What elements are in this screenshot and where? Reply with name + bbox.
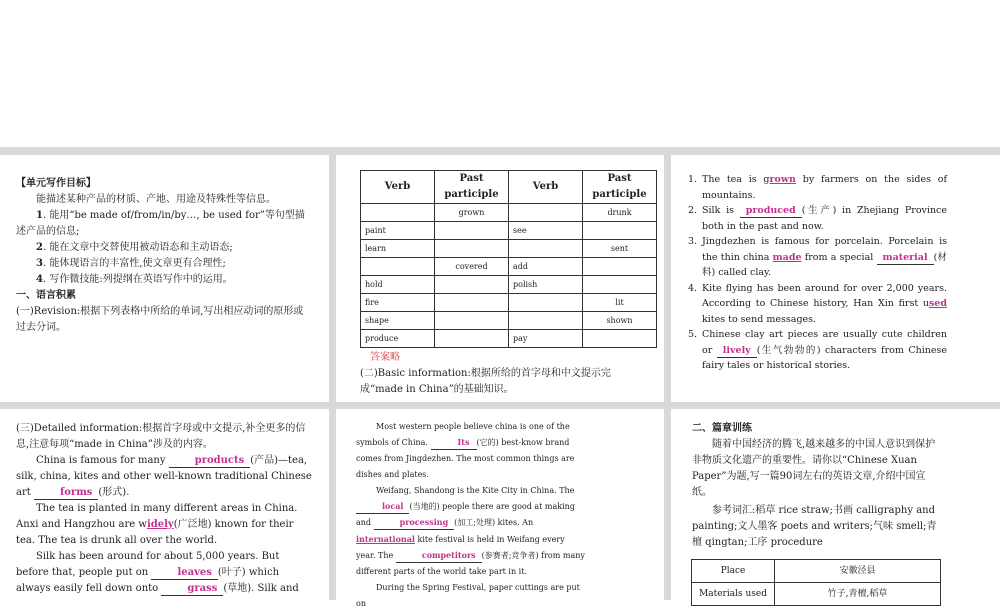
text: (参赛者;竞争者) from many different parts of the world take part in it. xyxy=(356,551,585,576)
text: Silk has been around for about 5,000 years. But before that, people put on xyxy=(16,551,280,578)
item-number: 2. xyxy=(688,205,698,216)
table-header: Verb xyxy=(509,171,583,204)
table-row xyxy=(361,240,657,258)
goal-item xyxy=(16,208,313,240)
answer-blank: grass xyxy=(161,582,223,596)
section-title: 【单元写作目标】 xyxy=(16,178,96,189)
text: (产品)—tea, silk, china, kites and other well-known traditional Chinese art xyxy=(16,455,312,498)
text: Silk is xyxy=(702,205,740,216)
goal-text: . 能在文章中交替使用被动语态和主动语态; xyxy=(42,242,233,253)
answer-blank: forms xyxy=(34,486,98,500)
text: (广泛地) known for their tea. The tea is drunk all over the world. xyxy=(16,519,294,546)
text: kites to send messages. xyxy=(702,313,817,325)
table-value: 竹子,青檀,稻草 xyxy=(775,583,941,606)
goal-number: 2 xyxy=(36,242,43,253)
text: (草地). Silk and xyxy=(223,583,299,594)
intro-text: 能描述某种产品的材质、产地、用途及特殊性等信息。 xyxy=(36,194,276,205)
text: (加工;处理) kites. An xyxy=(454,518,534,527)
text: Chinese clay art pieces are usually cute children or xyxy=(702,329,947,356)
goal-text: . 写作微技能:列提纲在英语写作中的运用。 xyxy=(42,274,233,285)
table-value: 安徽泾县 xyxy=(775,560,941,583)
item-number: 5. xyxy=(688,329,698,340)
table-cell: produce xyxy=(361,330,435,348)
table-cell xyxy=(435,294,509,312)
text: China is famous for many xyxy=(36,455,169,466)
text: Most western people believe china is one of the symbols of China. xyxy=(356,422,570,447)
table-cell: covered xyxy=(435,258,509,276)
table-row xyxy=(361,330,657,348)
table-cell xyxy=(509,312,583,330)
table-header: Verb xyxy=(361,171,435,204)
text: (它的) best-know brand comes from Jingdezhen. The most common things are dishes and plates. xyxy=(356,438,575,479)
answer-text: rown xyxy=(769,174,796,185)
table-cell: shown xyxy=(583,312,657,330)
reference-vocabulary: 参考词汇:稻草 rice straw;书画 calligraphy and painting;文人墨客 poets and writers;气味 smell;青檀 qingtan;工序 procedure xyxy=(692,505,937,548)
goal-text: . 能用“be made of/from/in/by…, be used for”等句型描述产品的信息; xyxy=(16,210,305,237)
table-cell xyxy=(361,258,435,276)
writing-goals-panel xyxy=(0,155,329,402)
text: by farmers on the sides of mountains. xyxy=(702,174,947,201)
text: (生产) in Zhejiang Province both in the past and now. xyxy=(702,205,947,232)
list-item xyxy=(688,203,947,234)
table-cell: grown xyxy=(435,204,509,222)
item-content xyxy=(702,327,947,374)
answer-text: lively xyxy=(717,344,757,358)
goal-number: 4 xyxy=(36,274,43,285)
table-cell: paint xyxy=(361,222,435,240)
essay-prompt: 随着中国经济的腾飞,越来越多的中国人意识到保护非物质文化遗产的重要性。请你以“Chinese Xuan Paper”为题,写一篇90词左右的英语文章,介绍中国宣纸。 xyxy=(692,439,936,498)
answer-blank: leaves xyxy=(151,566,217,580)
table-cell xyxy=(509,204,583,222)
table-row xyxy=(692,583,941,606)
detailed-info-panel xyxy=(0,409,329,600)
answer-blank: local xyxy=(356,500,409,514)
list-item xyxy=(688,281,947,328)
text: (当地的) people there are good at making and xyxy=(356,502,575,527)
table-row xyxy=(361,222,657,240)
text: Kite flying has been around for over 2,000 years. According to Chinese history, Han Xin first u xyxy=(702,282,947,309)
table-cell xyxy=(583,258,657,276)
answer-blank: products xyxy=(169,454,251,468)
goal-item xyxy=(16,240,313,256)
revision-instruction: (一)Revision:根据下列表格中所给的单词,写出相应动词的原形或过去分词。 xyxy=(16,306,304,333)
answer-blank: competitors xyxy=(396,549,482,563)
table-header: Past participle xyxy=(435,171,509,204)
list-item xyxy=(688,234,947,281)
table-row xyxy=(361,258,657,276)
table-cell: shape xyxy=(361,312,435,330)
table-cell xyxy=(509,294,583,312)
text: The tea is planted in many different areas in China. Anxi and Hangzhou are w xyxy=(16,503,298,530)
detailed-info-heading: (三)Detailed information:根据首字母或中文提示,补全更多的信息,注意每项“made in China”涉及的内容。 xyxy=(16,423,306,450)
table-row xyxy=(361,276,657,294)
table-row xyxy=(361,312,657,330)
answer-text: made xyxy=(772,251,802,263)
verb-table-panel xyxy=(336,155,664,402)
table-cell: polish xyxy=(509,276,583,294)
table-cell: learn xyxy=(361,240,435,258)
table-row xyxy=(361,294,657,312)
text: (材料) called clay. xyxy=(702,251,947,278)
table-cell xyxy=(361,204,435,222)
table-label: Materials used xyxy=(692,583,775,606)
item-content xyxy=(702,281,947,328)
text: Weifang, Shandong is the Kite City in China. The xyxy=(376,486,575,495)
item-number: 3. xyxy=(688,236,698,247)
table-cell xyxy=(583,276,657,294)
text: (生气勃勃的) characters from Chinese fairy tales or historical stories. xyxy=(702,344,948,371)
verb-table xyxy=(360,170,657,348)
answer-text: produced xyxy=(740,204,802,218)
answer-text: idely xyxy=(146,519,174,530)
goal-item xyxy=(16,256,313,272)
part-title: 一、语言积累 xyxy=(16,290,76,301)
list-item xyxy=(688,327,947,374)
table-cell: sent xyxy=(583,240,657,258)
table-cell: add xyxy=(509,258,583,276)
goal-number: 3 xyxy=(36,258,43,269)
answer-text: material xyxy=(877,251,934,265)
info-table xyxy=(691,559,941,606)
table-cell: hold xyxy=(361,276,435,294)
table-header: Past participle xyxy=(583,171,657,204)
item-content xyxy=(702,172,947,203)
answer-text: sed xyxy=(928,298,947,309)
table-cell xyxy=(435,240,509,258)
item-number: 4. xyxy=(688,282,698,294)
text: (形式). xyxy=(98,487,130,498)
answer-blank: Its xyxy=(431,436,477,450)
detailed-info-continued-panel xyxy=(336,409,664,608)
item-number: 1. xyxy=(688,174,698,185)
text: from a special xyxy=(801,251,877,263)
answer-omitted-link[interactable]: 答案略 xyxy=(370,352,400,363)
text: During the Spring Festival, paper cuttings are put on xyxy=(356,583,580,608)
essay-training-panel xyxy=(671,409,1000,600)
table-cell xyxy=(435,276,509,294)
item-content xyxy=(702,203,947,234)
essay-section-title: 二、篇章训练 xyxy=(692,423,752,434)
table-label: Place xyxy=(692,560,775,583)
text: (叶子) which always easily fell down onto xyxy=(16,567,280,594)
goals-list xyxy=(16,208,313,288)
table-row xyxy=(361,204,657,222)
answer-blank: processing xyxy=(374,516,455,530)
table-cell: lit xyxy=(583,294,657,312)
table-cell: drunk xyxy=(583,204,657,222)
basic-info-instruction: (二)Basic information:根据所给的首字母和中文提示完成“made in China”的基础知识。 xyxy=(360,368,611,395)
list-item xyxy=(688,172,947,203)
text: Jingdezhen is famous for porcelain. Porcelain is the thin china xyxy=(702,236,947,263)
table-row xyxy=(692,560,941,583)
table-cell xyxy=(435,222,509,240)
goal-number: 1 xyxy=(36,210,43,221)
table-cell xyxy=(509,240,583,258)
basic-info-answers-panel xyxy=(671,155,1000,402)
table-cell xyxy=(583,222,657,240)
answer-text: international xyxy=(356,534,415,544)
table-cell xyxy=(435,330,509,348)
goal-text: . 能体现语言的丰富性,使文章更有合理性; xyxy=(42,258,226,269)
table-cell xyxy=(435,312,509,330)
table-cell xyxy=(583,330,657,348)
goal-item xyxy=(16,272,313,288)
text: The tea is g xyxy=(702,174,770,185)
table-cell: fire xyxy=(361,294,435,312)
text: kite festival is held in Weifang every year. The xyxy=(356,535,565,560)
item-content xyxy=(702,234,947,281)
table-cell: pay xyxy=(509,330,583,348)
table-cell: see xyxy=(509,222,583,240)
